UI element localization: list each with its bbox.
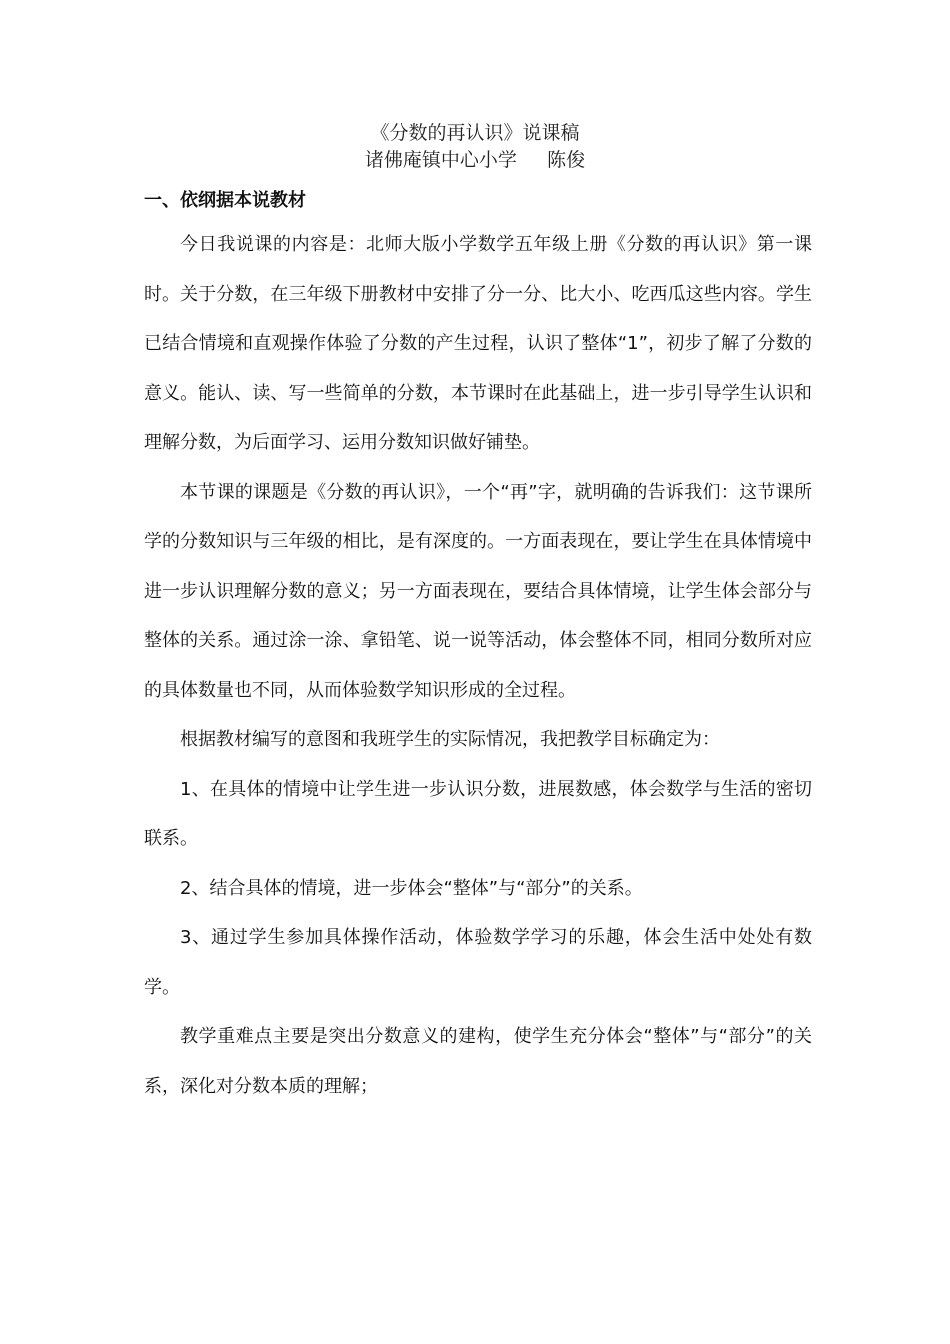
paragraph-goal-2: 2、结合具体的情境，进一步体会“整体”与“部分”的关系。 bbox=[180, 877, 643, 899]
paragraph-goal-1: 1、在具体的情境中让学生进一步认识分数，进展数感，体会数学与生活的密切联系。 bbox=[144, 778, 812, 849]
document-title: 《分数的再认识》说课稿 bbox=[370, 122, 580, 144]
paragraph-key-points: 教学重难点主要是突出分数意义的建构，使学生充分体会“整体”与“部分”的关系，深化对分数本质的理解； bbox=[144, 1026, 812, 1097]
paragraph-topic: 本节课的课题是《分数的再认识》，一个“再”字，就明确的告诉我们：这节课所学的分数知识与三年级的相比，是有深度的。一方面表现在，要让学生在具体情境中进一步认识理解分数的意义；另一方面表现在，要结合具体情境，让学生体会部分与整体的关系。通过涂一涂、拿铅笔、说一说等活动，体会整体不同，相同分数所对应的具体数量也不同，从而体验数学知识形成的全过程。 bbox=[144, 481, 812, 701]
section-heading: 一、依纲据本说教材 bbox=[144, 190, 306, 211]
document-body bbox=[144, 186, 812, 1111]
paragraph-goal-3: 3、通过学生参加具体操作活动，体验数学学习的乐趣，体会生活中处处有数学。 bbox=[144, 927, 812, 998]
paragraph-goals-intro: 根据教材编写的意图和我班学生的实际情况，我把教学目标确定为： bbox=[180, 729, 720, 750]
paragraph-intro: 今日我说课的内容是：北师大版小学数学五年级上册《分数的再认识》第一课时。关于分数，在三年级下册教材中安排了分一分、比大小、吃西瓜这些内容。学生已结合情境和直观操作体验了分数的产生过程，认识了整体“1”，初步了解了分数的意义。能认、读、写一些简单的分数，本节课时在此基础上，进一步引导学生认识和理解分数，为后面学习、运用分数知识做好铺垫。 bbox=[144, 234, 812, 453]
title-block bbox=[0, 120, 950, 174]
author-line: 诸佛庵镇中心小学 陈俊 bbox=[364, 149, 586, 171]
